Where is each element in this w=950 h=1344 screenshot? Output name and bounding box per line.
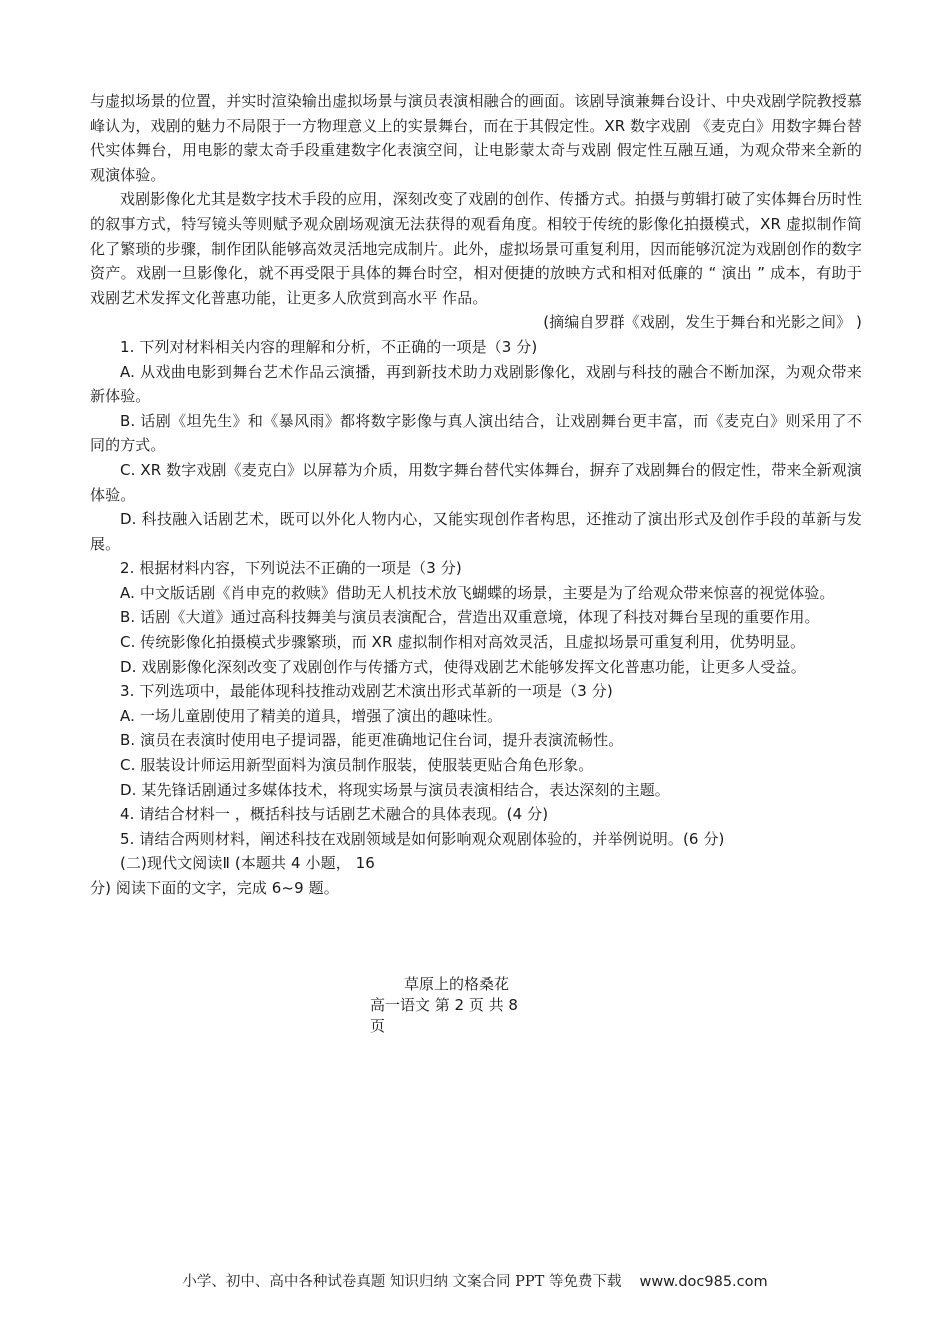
page-number-line-2: 页 (370, 1017, 386, 1035)
footer-text: 小学、初中、高中各种试卷真题 知识归纳 文案合同 PPT 等免费下载 (182, 1274, 622, 1290)
passage-source: (摘编自罗群《戏剧，发生于舞台和光影之间》 ) (543, 313, 862, 332)
exam-page (90, 89, 862, 901)
question-3-option-b: B. 演员在表演时使用电子提词器，能更准确地记住台词，提升表演流畅性。 (120, 731, 624, 750)
question-3-option-c: C. 服装设计师运用新型面料为演员制作服装，使服装更贴合角色形象。 (120, 756, 594, 775)
question-2-option-a: A. 中文版话剧《肖申克的救赎》借助无人机技术放飞蝴蝶的场景，主要是为了给观众带来惊喜的视觉体验。 (120, 583, 835, 602)
question-4: 4. 请结合材料一 ，概括科技与话剧艺术融合的具体表现。(4 分) (120, 805, 549, 824)
section-2-heading: (二)现代文阅读Ⅱ (本题共 4 小题， 16 (120, 854, 375, 873)
question-3-option-a: A. 一场儿童剧使用了精美的道具，增强了演出的趣味性。 (120, 706, 503, 725)
footer-url[interactable]: www.doc985.com (639, 1274, 768, 1290)
question-2-option-d: D. 戏剧影像化深刻改变了戏剧创作与传播方式，使得戏剧艺术能够发挥文化普惠功能，让更多人受益。 (120, 657, 806, 676)
question-1-stem: 1. 下列对材料相关内容的理解和分析，不正确的一项是（3 分) (120, 337, 538, 356)
article-title-block (370, 974, 570, 1037)
question-1-option-c: C. XR 数字戏剧《麦克白》以屏幕为介质，用数字舞台替代实体舞台，摒弃了戏剧舞台的假定性，带来全新观演体验。 (90, 460, 862, 504)
question-5: 5. 请结合两则材料，阐述科技在戏剧领域是如何影响观众观剧体验的，并举例说明。(6 分) (120, 829, 725, 848)
question-2-option-c: C. 传统影像化拍摄模式步骤繁琐，而 XR 虚拟制作相对高效灵活，且虚拟场景可重复利用，优势明显。 (120, 633, 806, 652)
question-3-option-d: D. 某先锋话剧通过多媒体技术，将现实场景与演员表演相结合，表达深刻的主题。 (120, 780, 670, 799)
passage-paragraph-2: 戏剧影像化尤其是数字技术手段的应用，深刻改变了戏剧的创作、传播方式。拍摄与剪辑打破了实体舞台历时性的叙事方式，特写镜头等则赋予观众剧场观演无法获得的观看角度。相较于传统的影像化拍摄模式，XR 虚拟制作简化了繁琐的步骤，制作团队能够高效灵活地完成制片。此外，虚拟场景可重复利用，因而能够沉淀为戏剧创作的数字资产。戏剧一旦影像化，就不再受限于具体的舞台时空，相对便捷的放映方式和相对低廉的 “ 演出 ” 成本，有助于戏剧艺术发挥文化普惠功能，让更多人欣赏到高水平 作品。 (90, 190, 862, 307)
section-2-instruction: 分) 阅读下面的文字，完成 6~9 题。 (90, 879, 339, 897)
question-2-option-b: B. 话剧《大道》通过高科技舞美与演员表演配合，营造出双重意境，体现了科技对舞台呈现的重要作用。 (120, 608, 820, 627)
question-1-option-a: A. 从戏曲电影到舞台艺术作品云演播，再到新技术助力戏剧影像化，戏剧与科技的融合不断加深，为观众带来新体验。 (90, 362, 862, 406)
footer-banner (0, 1270, 950, 1291)
page-number-line-1: 高一语文 第 2 页 共 8 (370, 996, 518, 1014)
question-3-stem: 3. 下列选项中，最能体现科技推动戏剧艺术演出形式革新的一项是（3 分) (120, 682, 613, 701)
article-title: 草原上的格桑花 (404, 975, 510, 993)
question-2-stem: 2. 根据材料内容，下列说法不正确的一项是（3 分) (120, 559, 462, 578)
question-1-option-d: D. 科技融入话剧艺术，既可以外化人物内心，又能实现创作者构思，还推动了演出形式及创作手段的革新与发展。 (90, 510, 862, 553)
question-1-option-b: B. 话剧《坦先生》和《暴风雨》都将数字影像与真人演出结合，让戏剧舞台更丰富，而《麦克白》则采用了不同的方式。 (90, 411, 862, 455)
passage-paragraph-1: 与虚拟场景的位置，并实时渲染输出虚拟场景与演员表演相融合的画面。该剧导演兼舞台设计、中央戏剧学院教授慕峰认为，戏剧的魅力不局限于一方物理意义上的实景舞台，而在于其假定性。XR 数字戏剧 《麦克白》用数字舞台替代实体舞台，用电影的蒙太奇手段重建数字化表演空间，让电影蒙太奇与戏剧 假定性互融互通，为观众带来全新的观演体验。 (90, 92, 862, 184)
